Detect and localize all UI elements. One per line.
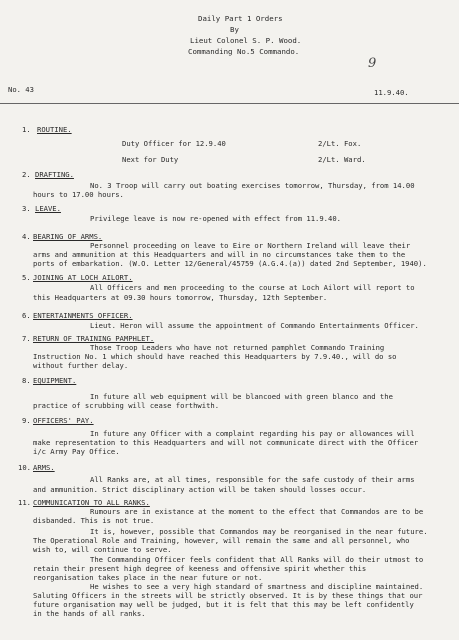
section-line: Saluting Officers in the streets will be strictly observed. It is by these things that our: [33, 591, 423, 600]
section-line: Privilege leave is now re-opened with effect from 11.9.40.: [90, 214, 341, 223]
section-title: ENTERTAINMENTS OFFICER.: [33, 311, 133, 320]
section-number: 9.: [22, 416, 31, 425]
section-title: RETURN OF TRAINING PAMPHLET.: [33, 334, 155, 343]
section-number: 3.: [22, 204, 31, 213]
section-number: 8.: [22, 376, 31, 385]
section-line: arms and ammunition at this Headquarters and will in no circumstances take them to the: [33, 250, 406, 259]
section-line: disbanded. This is not true.: [33, 516, 155, 525]
section-title: COMMUNICATION TO ALL RANKS.: [33, 498, 150, 507]
section-line: make representation to this Headquarters and will not communicate direct with the Officer: [33, 438, 419, 447]
section-line: The Operational Role and Training, however, will remain the same and all personnel, who: [33, 536, 410, 545]
section-right-value: 2/Lt. Fox.: [318, 139, 362, 148]
header-divider: [0, 103, 459, 104]
section-title: ARMS.: [33, 463, 55, 472]
section-line: future organisation may well be judged, but it is felt that this may be left confidently: [33, 600, 414, 609]
section-right-value: 2/Lt. Ward.: [318, 155, 366, 164]
section-line: retain their present high degree of keeness and offensive spirit whether this: [33, 564, 367, 573]
section-line: practice of scrubbing will cease forthwith.: [33, 401, 220, 410]
section-line: Duty Officer for 12.9.40: [122, 139, 226, 148]
section-line: It is, however, possible that Commandos may be reorganised in the near future.: [90, 527, 428, 536]
section-line: The Commanding Officer feels confident that All Ranks will do their utmost to: [90, 555, 424, 564]
section-number: 6.: [22, 311, 31, 320]
section-number: 5.: [22, 273, 31, 282]
header-author: Lieut Colonel S. P. Wood.: [190, 36, 302, 45]
section-title: DRAFTING.: [35, 170, 74, 179]
section-line: Personnel proceeding on leave to Eire or Northern Ireland will leave their: [90, 241, 411, 250]
section-number: 4.: [22, 232, 31, 241]
section-line: Those Troop Leaders who have not returned pamphlet Commando Training: [90, 343, 385, 352]
section-line: Next for Duty: [122, 155, 179, 164]
section-title: BEARING OF ARMS.: [33, 232, 103, 241]
section-title: OFFICERS' PAY.: [33, 416, 94, 425]
section-line: In future any Officer with a complaint regarding his pay or allowances will: [90, 429, 415, 438]
section-number: 10.: [18, 463, 31, 472]
section-line: Rumours are in existance at the moment to the effect that Commandos are to be: [90, 507, 424, 516]
section-number: 7.: [22, 334, 31, 343]
header-title: Daily Part 1 Orders: [198, 14, 283, 23]
section-title: ROUTINE.: [37, 125, 72, 134]
section-line: i/c Army Pay Office.: [33, 447, 120, 456]
section-line: and ammunition. Strict disciplinary action will be taken should losses occur.: [33, 485, 367, 494]
header-command: Commanding No.5 Commando.: [188, 47, 300, 56]
section-line: hours to 17.00 hours.: [33, 190, 124, 199]
section-line: reorganisation takes place in the near future or not.: [33, 573, 263, 582]
section-line: ports of embarkation. (W.O. Letter 12/General/45759 (A.G.4.(a)) dated 2nd September, 1940).: [33, 259, 427, 268]
section-number: 11.: [18, 498, 31, 507]
section-line: without further delay.: [33, 361, 129, 370]
section-number: 2.: [22, 170, 31, 179]
section-line: wish to, will continue to serve.: [33, 545, 172, 554]
page-number: 9: [368, 56, 377, 71]
header-by: By: [230, 25, 239, 34]
section-line: No. 3 Troop will carry out boating exercises tomorrow, Thursday, from 14.00: [90, 181, 415, 190]
section-line: Instruction No. 1 which should have reached this Headquarters by 7.9.40., will do so: [33, 352, 397, 361]
order-number: No. 43: [8, 85, 34, 94]
section-title: EQUIPMENT.: [33, 376, 77, 385]
section-line: All Officers and men proceeding to the course at Loch Ailort will report to: [90, 283, 415, 292]
section-line: Lieut. Heron will assume the appointment of Commando Entertainments Officer.: [90, 321, 419, 330]
section-number: 1.: [22, 125, 31, 134]
section-line: He wishes to see a very high standard of smartness and discipline maintained.: [90, 582, 424, 591]
order-date: 11.9.40.: [374, 88, 409, 97]
section-title: LEAVE.: [35, 204, 61, 213]
section-line: In future all web equipment will be blancoed with green blanco and the: [90, 392, 393, 401]
section-line: All Ranks are, at all times, responsible for the safe custody of their arms: [90, 475, 415, 484]
section-line: this Headquarters at 09.30 hours tomorrow, Thursday, 12th September.: [33, 293, 328, 302]
section-line: in the hands of all ranks.: [33, 609, 146, 618]
section-title: JOINING AT LOCH AILORT.: [33, 273, 133, 282]
